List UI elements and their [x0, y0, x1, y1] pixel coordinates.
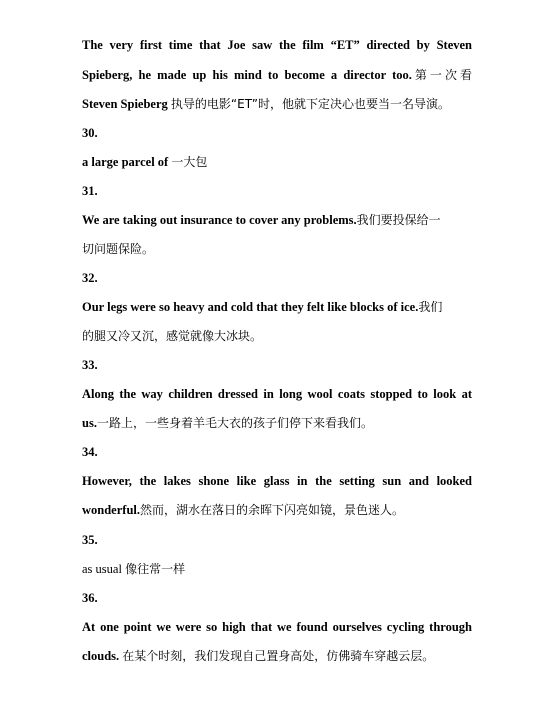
english-text: Spieberg, he made up his mind to become a director too.	[82, 68, 412, 82]
english-text: 30.	[82, 126, 98, 140]
question-number	[82, 125, 472, 141]
english-text: The very first time that Joe saw the film “ET” directed by Steven	[82, 38, 472, 52]
english-text: as usual	[82, 562, 126, 576]
text-line	[82, 473, 472, 489]
english-text: 33.	[82, 358, 98, 372]
english-text: Steven Spieberg	[82, 97, 171, 111]
chinese-text: 我们要投保给一	[356, 213, 441, 227]
question-number	[82, 444, 472, 460]
question-number	[82, 590, 472, 606]
chinese-text: 一路上，一些身着羊毛大衣的孩子们停下来看我们。	[96, 416, 373, 430]
english-text: Our legs were so heavy and cold that they felt like blocks of ice.	[82, 300, 419, 314]
text-line	[82, 67, 472, 83]
question-number	[82, 270, 472, 286]
question-number	[82, 357, 472, 373]
text-line	[82, 648, 472, 664]
text-line	[82, 37, 472, 53]
text-line	[82, 212, 472, 228]
text-line	[82, 328, 472, 344]
chinese-text: 执导的电影“ET”时，他就下定决心也要当一名导演。	[170, 97, 450, 111]
chinese-text: 切问题保险。	[82, 242, 155, 256]
english-text: 31.	[82, 184, 98, 198]
english-text: 35.	[82, 533, 98, 547]
english-text: 36.	[82, 591, 98, 605]
english-text: We are taking out insurance to cover any problems.	[82, 213, 357, 227]
english-text: However, the lakes shone like glass in the setting sun and looked	[82, 474, 472, 488]
text-line	[82, 415, 472, 431]
text-line	[82, 96, 472, 112]
chinese-text: 我们	[418, 300, 443, 314]
text-line	[82, 502, 472, 518]
question-number	[82, 532, 472, 548]
english-text: 34.	[82, 445, 98, 459]
chinese-text: 像往常一样	[125, 562, 186, 576]
english-text: At one point we were so high that we found ourselves cycling through	[82, 620, 472, 634]
chinese-text: 然而，湖水在落日的余晖下闪亮如镜，景色迷人。	[140, 503, 405, 517]
english-text: Along the way children dressed in long wool coats stopped to look at	[82, 387, 472, 401]
chinese-text: 一大包	[171, 155, 208, 169]
question-number	[82, 183, 472, 199]
text-line	[82, 154, 472, 170]
text-line	[82, 561, 472, 577]
english-text: us.	[82, 416, 97, 430]
english-text: wonderful.	[82, 503, 140, 517]
chinese-text: 的腿又冷又沉，感觉就像大冰块。	[82, 329, 263, 343]
text-line	[82, 619, 472, 635]
text-line	[82, 386, 472, 402]
text-line	[82, 241, 472, 257]
text-line	[82, 299, 472, 315]
chinese-text: 在某个时刻，我们发现自己置身高处，仿佛骑车穿越云层。	[122, 649, 435, 663]
english-text: 32.	[82, 271, 98, 285]
english-text: clouds.	[82, 649, 123, 663]
chinese-text: 第一次看	[411, 68, 472, 82]
english-text: a large parcel of	[82, 155, 172, 169]
